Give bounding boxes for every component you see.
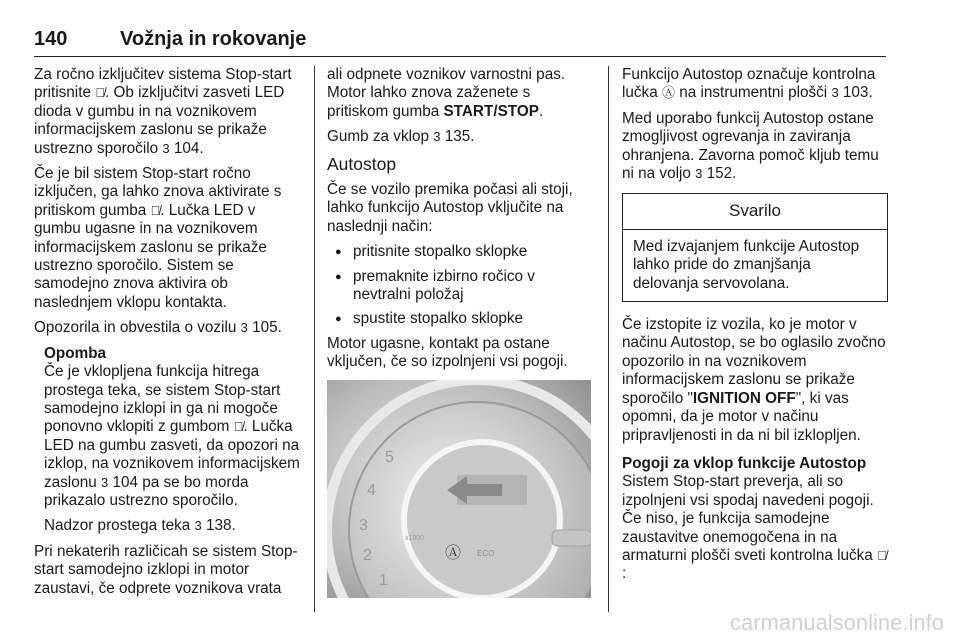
column-divider [608, 66, 609, 612]
eco-label: ECO [477, 548, 495, 558]
warning-text: Med izvajanjem funkcije Autostop lahko pride do zmanjšanja delovanja servovolana. [633, 237, 860, 292]
paragraph: ali odpnete voznikov varnostni pas. Motor lahko znova zaženete s pritiskom gumba START/STOP. [327, 66, 566, 120]
paragraph: Funkcijo Autostop označuje kontrolna lučka Ⓐ na instrumentni plošči 3 103. [622, 66, 876, 102]
page-ref-arrow-icon: 3 [831, 85, 839, 101]
page-ref-arrow-icon: 3 [695, 166, 703, 182]
column-1 [34, 66, 304, 605]
instrument-cluster-photo [327, 380, 591, 598]
paragraph: Opozorila in obvestila o vozilu 3 105. [34, 319, 282, 337]
paragraph: Za ročno izključitev sistema Stop-start pritisnite Ⓐ̸. Ob izključitvi zasveti LED dioda v gumbu in na voznikovem informacijskem zaslonu se prikaže ustrezno sporočilo 3 104. [34, 66, 292, 157]
page-header [34, 28, 886, 57]
tach-number: 5 [385, 448, 394, 466]
autostop-icon: Ⓐ [661, 85, 675, 101]
warning-box [622, 193, 888, 302]
section-heading: Autostop [327, 153, 397, 174]
page-title: Vožnja in rokovanje [120, 28, 307, 50]
note-box [44, 345, 304, 536]
paragraph: Če se vozilo premika počasi ali stoji, lahko funkcijo Autostop vključite na naslednji način: [327, 181, 573, 235]
bullet-list [327, 243, 595, 329]
page-number: 140 [34, 28, 68, 50]
list-item: ● pritisnite stopalko sklopke [327, 243, 595, 261]
autostop-icon: Ⓐ [445, 542, 462, 562]
paragraph: Motor ugasne, kontakt pa ostane vključen, če so izpolnjeni vsi pogoji. [327, 334, 568, 371]
page-ref-arrow-icon: 3 [100, 474, 109, 490]
tach-unit-label: x1000 [405, 534, 425, 542]
note-paragraph: Če je vklopljena funkcija hitrega prostega teka, se sistem Stop-start samodejno izklopi in ga ni mogoče ponovno vklopiti z gumbom Ⓐ̸. Lučka LED na gumbu zasveti, da opozori na izklop, na voznikovem informacijskem zaslonu 3 104 pa se bo morda prikazalo ustrezno sporočilo. [44, 363, 300, 509]
warning-title: Svarilo [623, 194, 887, 229]
autostop-off-icon: Ⓐ̸ [877, 547, 887, 563]
list-item: ● premaknite izbirno ročico v nevtralni položaj [327, 268, 595, 305]
page-ref-arrow-icon: 3 [240, 320, 248, 336]
column-3 [622, 66, 888, 591]
note-paragraph: Nadzor prostega teka 3 138. [44, 517, 236, 535]
stop-start-icon: Ⓐ̸ [233, 419, 244, 435]
tach-number: 1 [379, 571, 388, 589]
subheading: Pogoji za vklop funkcije Autostop [622, 454, 867, 472]
paragraph: Če izstopite iz vozila, ko je motor v načinu Autostop, se bo oglasilo zvočno opozorilo in na voznikovem informacijskem zaslonu se prikaže sporočilo "IGNITION OFF", ki vas opomni, da je motor v načinu pripravljenosti in da ni bil izklopljen. [622, 316, 886, 444]
page-ref-arrow-icon: 3 [194, 518, 202, 534]
paragraph: Pri nekaterih različicah se sistem Stop-start samodejno izklopi in motor zaustavi, če odprete voznikova vrata [34, 542, 298, 597]
tach-number: 3 [359, 516, 368, 534]
watermark: carmanualsonline.info [729, 610, 944, 635]
stop-start-icon: Ⓐ̸ [95, 85, 105, 101]
tachometer-illustration [327, 380, 591, 598]
column-2 [327, 66, 595, 598]
paragraph: Če je bil sistem Stop-start ročno izključen, ga lahko znova aktivirate s pritiskom gumba Ⓐ̸. Lučka LED v gumbu ugasne in na voznikovem informacijskem zaslonu se prikaže ustrezno sporočilo. Sistem se samodejno znova aktivira ob naslednjem vklopu kontakta. [34, 165, 282, 311]
tach-number: 2 [363, 546, 372, 564]
tach-number: 4 [367, 481, 376, 499]
paragraph: Sistem Stop-start preverja, ali so izpolnjeni vsi spodaj navedeni pogoji. Če niso, je funkcija samodejne zaustavitve onemogočena in na armaturni plošči sveti kontrolna lučka Ⓐ̸: [622, 473, 887, 583]
page-ref-arrow-icon: 3 [162, 140, 170, 156]
list-item: ● spustite stopalko sklopke [327, 310, 595, 328]
paragraph: Med uporabo funkcij Autostop ostane zmogljivost ogrevanja in zaviranja ohranjena. Zavorna pomoč kljub temu ni na voljo 3 152. [622, 109, 879, 183]
paragraph: Gumb za vklop 3 135. [327, 128, 475, 146]
note-heading: Opomba [44, 344, 107, 362]
column-divider [314, 66, 315, 612]
stop-start-icon: Ⓐ̸ [150, 202, 161, 218]
page-ref-arrow-icon: 3 [433, 129, 441, 145]
